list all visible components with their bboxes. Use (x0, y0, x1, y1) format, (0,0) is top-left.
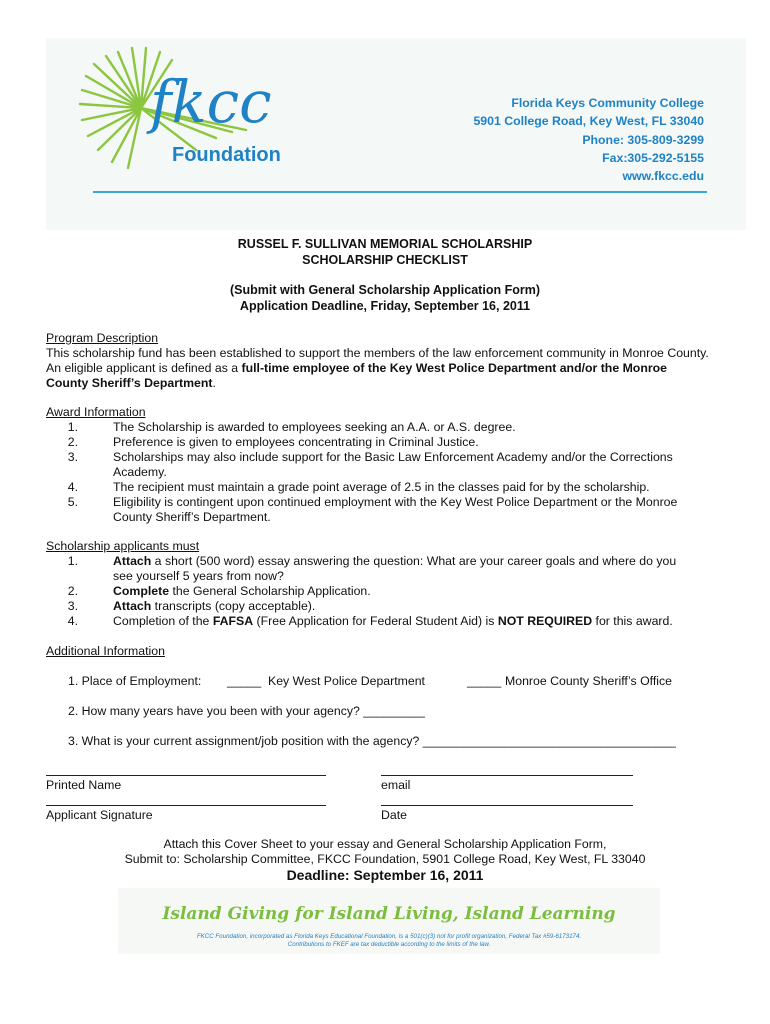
list-number: 4. (67, 480, 78, 494)
requirement-item: Attach transcripts (copy acceptable). (113, 599, 316, 613)
header-divider (93, 191, 707, 193)
current-assignment-field[interactable]: 3. What is your current assignment/job position with the agency? _____________________________________ (68, 734, 676, 748)
email-label: email (381, 778, 411, 792)
list-number: 1. (67, 420, 78, 434)
footer-tagline: Island Giving for Island Living, Island Learning (162, 904, 616, 924)
submission-address: Submit to: Scholarship Committee, FKCC Foundation, 5901 College Road, Key West, FL 33040 (124, 852, 646, 866)
mcso-checkbox-blank[interactable]: _____ (467, 674, 502, 688)
additional-information-heading: Additional Information (46, 644, 165, 658)
requirement-item-cont: see yourself 5 years from now? (113, 569, 284, 583)
program-description-heading: Program Description (46, 331, 159, 345)
logo-subtitle: Foundation (172, 144, 281, 166)
requirement-item: Attach a short (500 word) essay answering the question: What are your career goals and where do you (113, 554, 677, 568)
email-line[interactable] (381, 775, 633, 776)
kwpd-option-label: Key West Police Department (268, 674, 425, 688)
org-website: www.fkcc.edu (622, 169, 704, 184)
list-number: 2. (67, 435, 78, 449)
closing-instruction: Attach this Cover Sheet to your essay and General Scholarship Application Form, (163, 837, 607, 851)
applicant-signature-line[interactable] (46, 805, 326, 806)
eligibility-line: An eligible applicant is defined as a full-time employee of the Key West Police Department and/or the Monroe (46, 361, 667, 375)
years-with-agency-field[interactable]: 2. How many years have you been with your agency? _________ (68, 704, 425, 718)
printed-name-label: Printed Name (46, 778, 122, 792)
submit-note: (Submit with General Scholarship Application Form) (230, 283, 540, 297)
award-item: The Scholarship is awarded to employees seeking an A.A. or A.S. degree. (113, 420, 516, 434)
list-number: 4. (67, 614, 78, 628)
checklist-title: SCHOLARSHIP CHECKLIST (302, 253, 468, 267)
application-deadline: Application Deadline, Friday, September 16, 2011 (239, 299, 531, 313)
list-number: 1. (67, 554, 78, 568)
award-item: Preference is given to employees concentrating in Criminal Justice. (113, 435, 479, 449)
requirement-item: Complete the General Scholarship Application. (113, 584, 371, 598)
date-label: Date (381, 808, 407, 822)
date-line[interactable] (381, 805, 633, 806)
fkcc-foundation-logo (46, 38, 306, 198)
list-number: 3. (67, 599, 78, 613)
award-item: Eligibility is contingent upon continued employment with the Key West Police Department or the Monroe (113, 495, 678, 509)
list-number: 5. (67, 495, 78, 509)
applicants-heading: Scholarship applicants must (46, 539, 200, 553)
award-information-heading: Award Information (46, 405, 146, 419)
applicant-signature-label: Applicant Signature (46, 808, 153, 822)
eligibility-line-cont: County Sheriff’s Department. (46, 376, 216, 390)
org-fax: Fax:305-292-5155 (602, 150, 704, 165)
employment-question: 1. Place of Employment: (68, 674, 202, 688)
list-number: 2. (67, 584, 78, 598)
final-deadline: Deadline: September 16, 2011 (286, 867, 484, 883)
mcso-option-label: Monroe County Sheriff’s Office (505, 674, 672, 688)
org-phone: Phone: 305-809-3299 (582, 132, 704, 147)
printed-name-line[interactable] (46, 775, 326, 776)
document-title-block (0, 236, 770, 314)
award-item: The recipient must maintain a grade point average of 2.5 in the classes paid for by the scholarship. (113, 480, 650, 494)
org-address: 5901 College Road, Key West, FL 33040 (473, 114, 704, 129)
award-item-cont: County Sheriff’s Department. (113, 510, 271, 524)
organization-contact (473, 94, 704, 185)
program-description-line: This scholarship fund has been established to support the members of the law enforcement community in Monroe County. (46, 346, 709, 360)
requirement-item: Completion of the FAFSA (Free Application for Federal Student Aid) is NOT REQUIRED for this award. (113, 614, 673, 628)
list-number: 3. (67, 450, 78, 464)
org-name: Florida Keys Community College (511, 96, 704, 110)
kwpd-checkbox-blank[interactable]: _____ (227, 674, 262, 688)
logo-wordmark: fkcc (150, 68, 272, 136)
award-item-cont: Academy. (113, 465, 167, 479)
footer-fineprint: FKCC Foundation, incorporated as Florida Keys Educational Foundation, is a 501(c)(3) not for profit organization, Federal Tax #59-6173174. Contributions to FKEF are tax deductible according to the limits of the law. (196, 933, 582, 948)
award-item: Scholarships may also include support for the Basic Law Enforcement Academy and/or the Corrections (113, 450, 673, 464)
scholarship-title: RUSSEL F. SULLIVAN MEMORIAL SCHOLARSHIP (237, 237, 533, 251)
